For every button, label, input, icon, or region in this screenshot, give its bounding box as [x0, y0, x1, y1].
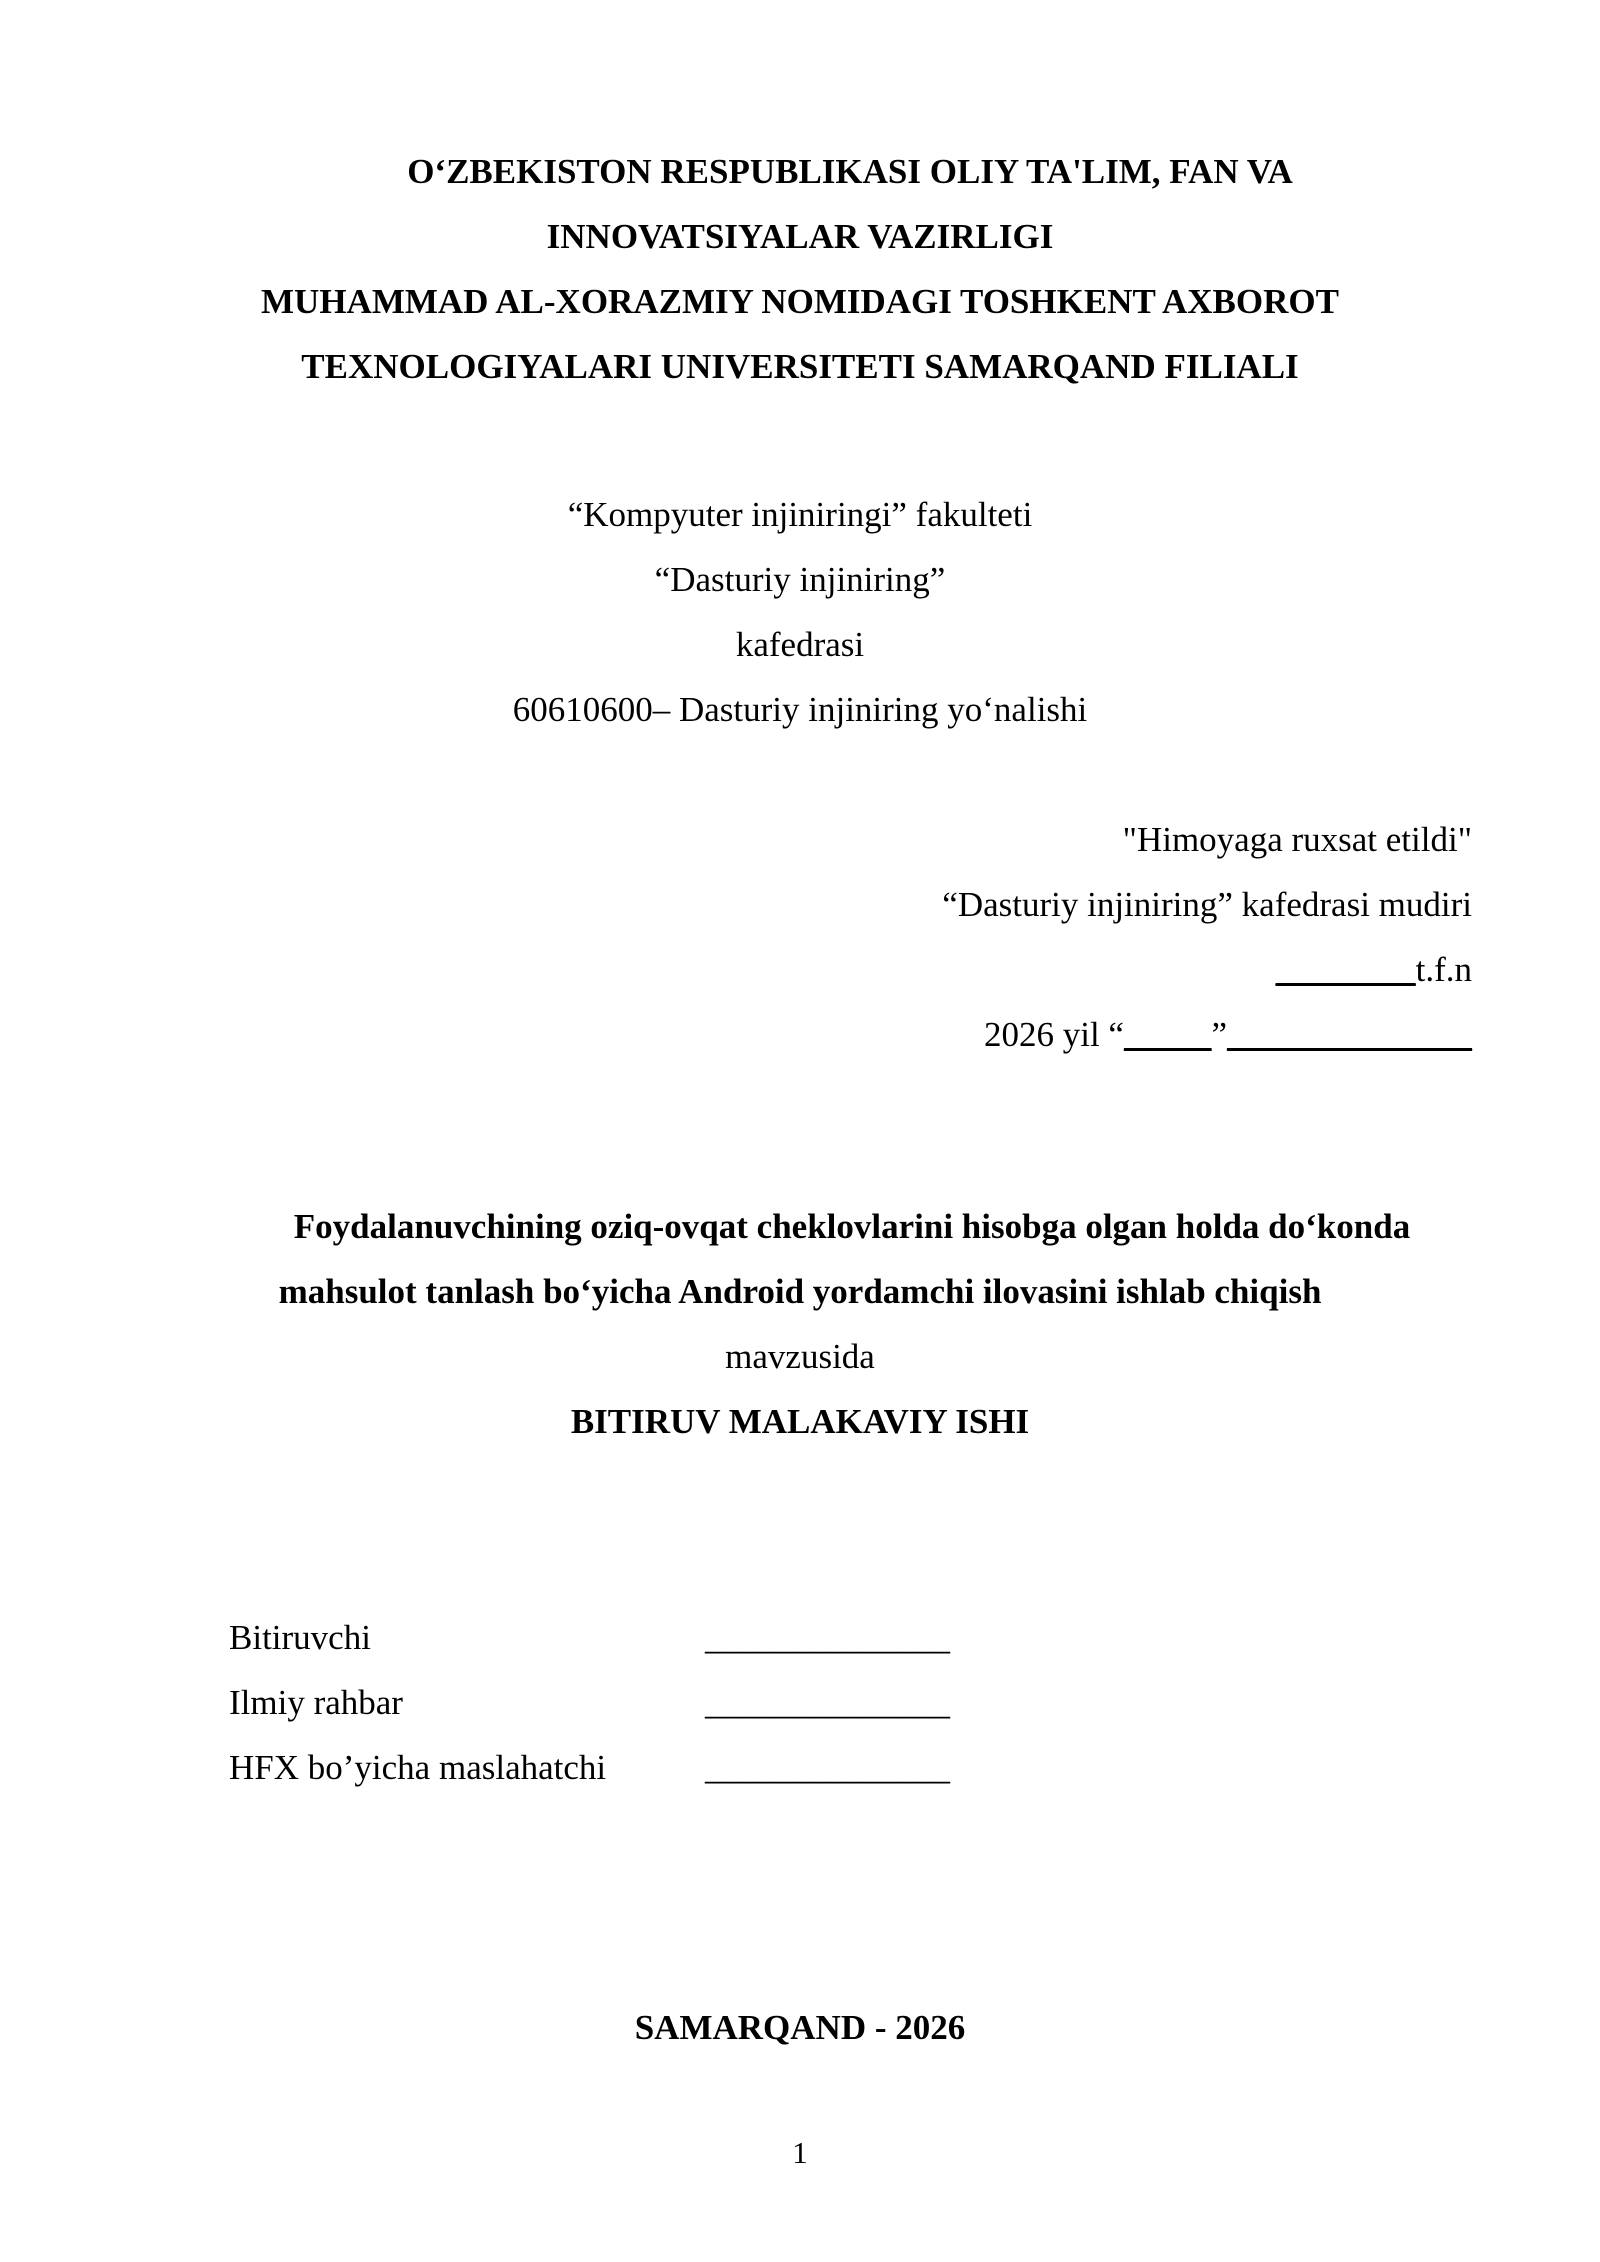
degree-signature-line	[1276, 950, 1472, 990]
safety-advisor-label: HFX bo’yicha maslahatchi	[229, 1748, 607, 1787]
day-blank: _____	[1123, 1015, 1212, 1054]
head-of-department: “Dasturiy injiniring” kafedrasi mudiri	[942, 885, 1472, 924]
permission-text: "Himoyaga ruxsat etildi"	[1122, 820, 1472, 859]
supervisor-signature-blank: ______________	[705, 1683, 950, 1722]
department-word: kafedrasi	[735, 625, 865, 664]
page-number: 1	[792, 2135, 808, 2170]
thesis-title-line-2: mahsulot tanlash bo‘yicha Android yordamchi ilovasini ishlab chiqish	[278, 1272, 1322, 1311]
university-line-1: MUHAMMAD AL-XORAZMIY NOMIDAGI TOSHKENT AXBOROT	[261, 282, 1339, 321]
faculty-name: “Kompyuter injiniringi” fakulteti	[567, 495, 1033, 534]
work-type: BITIRUV MALAKAVIY ISHI	[570, 1402, 1030, 1441]
ministry-line-2: INNOVATSIYALAR VAZIRLIGI	[546, 217, 1054, 256]
safety-advisor-signature-blank: ______________	[705, 1748, 950, 1787]
quote-close: ”	[1211, 1015, 1227, 1054]
degree-text: t.f.n	[1415, 950, 1472, 989]
topic-word: mavzusida	[725, 1337, 875, 1376]
graduate-signature-blank: ______________	[705, 1618, 950, 1657]
university-line-2: TEXNOLOGIYALARI UNIVERSITETI SAMARQAND FILIALI	[301, 347, 1299, 386]
city-year: SAMARQAND - 2026	[634, 2008, 966, 2047]
ministry-line-1: O‘ZBEKISTON RESPUBLIKASI OLIY TA'LIM, FAN VA	[407, 152, 1293, 191]
month-blank: ______________	[1227, 1015, 1472, 1054]
thesis-title-line-1: Foydalanuvchining oziq-ovqat cheklovlarini hisobga olgan holda do‘konda	[293, 1207, 1411, 1246]
graduate-label: Bitiruvchi	[229, 1618, 371, 1657]
direction-name: 60610600– Dasturiy injiniring yo‘nalishi	[512, 690, 1088, 729]
signature-blank: ________	[1275, 950, 1416, 989]
supervisor-label: Ilmiy rahbar	[229, 1683, 403, 1722]
year-prefix: 2026 yil “	[983, 1015, 1124, 1054]
department-name: “Dasturiy injiniring”	[654, 560, 946, 599]
date-line	[984, 1015, 1472, 1055]
